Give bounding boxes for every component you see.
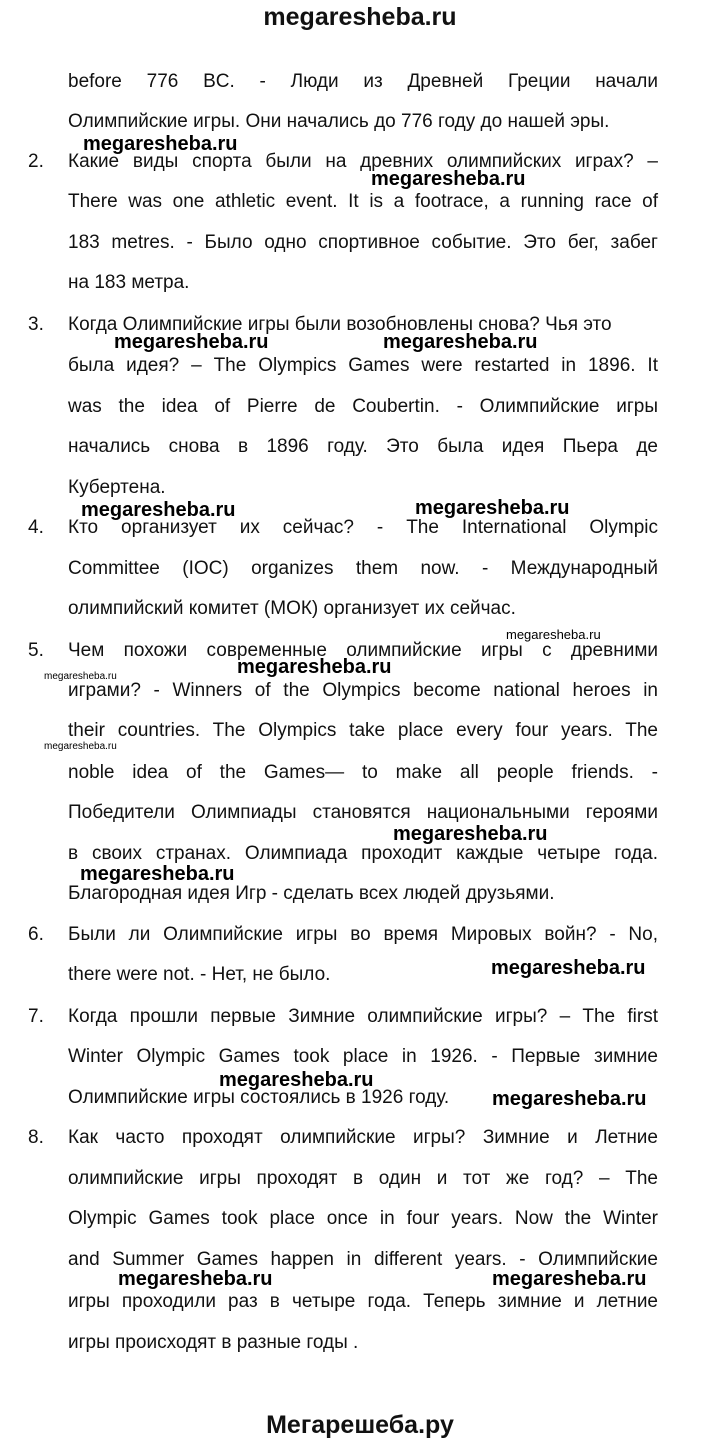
answer-line: there were not. - Нет, не было. bbox=[68, 964, 331, 985]
watermark: megaresheba.ru bbox=[383, 331, 538, 353]
intro-line: Олимпийские игры. Они начались до 776 году до нашей эры. bbox=[68, 111, 610, 132]
watermark: megaresheba.ru bbox=[83, 133, 238, 155]
answer-line: олимпийский комитет (МОК) организует их сейчас. bbox=[68, 598, 516, 619]
watermark: megaresheba.ru bbox=[371, 168, 526, 190]
answer-line: Кто организует их сейчас? - The International Olympic bbox=[68, 517, 658, 538]
watermark: megaresheba.ru bbox=[393, 823, 548, 845]
answer-line: играми? - Winners of the Olympics become national heroes in bbox=[68, 680, 658, 701]
watermark: megaresheba.ru bbox=[506, 627, 601, 642]
item-number: 8. bbox=[28, 1127, 44, 1148]
answer-line: Кубертена. bbox=[68, 477, 166, 498]
answer-line: игры происходят в разные годы . bbox=[68, 1332, 359, 1353]
answer-line: Были ли Олимпийские игры во время Мировых войн? - No, bbox=[68, 924, 658, 945]
answer-line: Olympic Games took place once in four years. Now the Winter bbox=[68, 1208, 658, 1229]
watermark: megaresheba.ru bbox=[44, 741, 117, 752]
watermark: megaresheba.ru bbox=[492, 1088, 647, 1110]
item-number: 5. bbox=[28, 640, 44, 661]
answer-line: Когда Олимпийские игры были возобновлены снова? Чья это bbox=[68, 314, 612, 335]
watermark: megaresheba.ru bbox=[415, 497, 570, 519]
answer-line: Committee (IOC) organizes them now. - Международный bbox=[68, 558, 658, 579]
watermark: megaresheba.ru bbox=[81, 499, 236, 521]
answer-line: на 183 метра. bbox=[68, 272, 190, 293]
watermark: megaresheba.ru bbox=[237, 656, 392, 678]
answer-line: their countries. The Olympics take place every four years. The bbox=[68, 720, 658, 741]
watermark: megaresheba.ru bbox=[80, 863, 235, 885]
answer-line: Олимпийские игры состоялись в 1926 году. bbox=[68, 1087, 450, 1108]
answer-line: Winter Olympic Games took place in 1926. - Первые зимние bbox=[68, 1046, 658, 1067]
intro-line: before 776 BC. - Люди из Древней Греции начали bbox=[68, 71, 658, 92]
answer-line: There was one athletic event. It is a footrace, a running race of bbox=[68, 191, 658, 212]
item-number: 7. bbox=[28, 1006, 44, 1027]
answer-line: Какие виды спорта были на древних олимпийских играх? – bbox=[68, 151, 658, 172]
item-number: 2. bbox=[28, 151, 44, 172]
watermark: megaresheba.ru bbox=[118, 1268, 273, 1290]
watermark: megaresheba.ru bbox=[492, 1268, 647, 1290]
answer-line: была идея? – The Olympics Games were restarted in 1896. It bbox=[68, 355, 658, 376]
watermark: megaresheba.ru bbox=[219, 1069, 374, 1091]
answer-line: 183 metres. - Было одно спортивное событие. Это бег, забег bbox=[68, 232, 658, 253]
site-header: megaresheba.ru bbox=[263, 3, 457, 31]
site-footer: Мегарешеба.ру bbox=[266, 1411, 454, 1439]
item-number: 3. bbox=[28, 314, 44, 335]
answer-line: Чем похожи современные олимпийские игры с древними bbox=[68, 640, 658, 661]
watermark: megaresheba.ru bbox=[44, 671, 117, 682]
item-number: 4. bbox=[28, 517, 44, 538]
watermark: megaresheba.ru bbox=[491, 957, 646, 979]
answer-line: Победители Олимпиады становятся национальными героями bbox=[68, 802, 658, 823]
answer-line: and Summer Games happen in different years. - Олимпийские bbox=[68, 1249, 658, 1270]
answer-line: олимпийские игры проходят в один и тот же год? – The bbox=[68, 1168, 658, 1189]
answer-line: Как часто проходят олимпийские игры? Зимние и Летние bbox=[68, 1127, 658, 1148]
answer-line: noble idea of the Games— to make all people friends. - bbox=[68, 762, 658, 783]
answer-line: Благородная идея Игр - сделать всех людей друзьями. bbox=[68, 883, 555, 904]
answer-line: Когда прошли первые Зимние олимпийские игры? – The first bbox=[68, 1006, 658, 1027]
answer-line: игры проходили раз в четыре года. Теперь зимние и летние bbox=[68, 1291, 658, 1312]
item-number: 6. bbox=[28, 924, 44, 945]
answer-line: начались снова в 1896 году. Это была идея Пьера де bbox=[68, 436, 658, 457]
answer-line: was the idea of Pierre de Coubertin. - Олимпийские игры bbox=[68, 396, 658, 417]
watermark: megaresheba.ru bbox=[114, 331, 269, 353]
answer-line: в своих странах. Олимпиада проходит каждые четыре года. bbox=[68, 843, 658, 864]
